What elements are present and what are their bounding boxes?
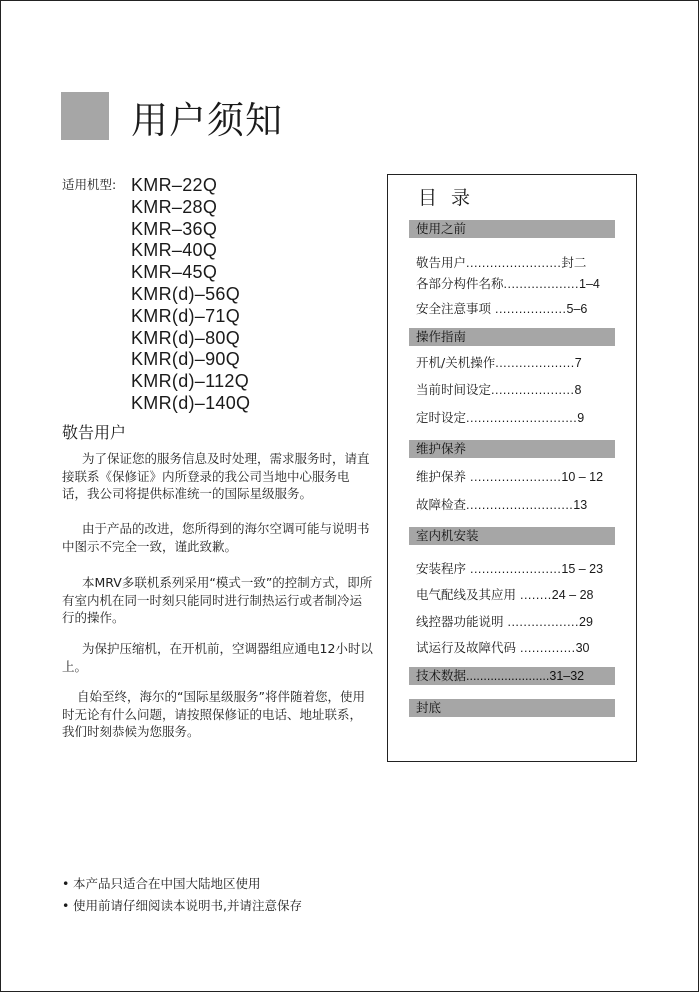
- toc-section-operation: 操作指南: [409, 328, 615, 346]
- toc-title: 目录: [418, 187, 485, 209]
- toc-entry-timer: 定时设定............................9: [416, 410, 585, 425]
- model-list: [131, 175, 250, 415]
- toc-entry-safety: 安全注意事项 ..................5–6: [416, 301, 588, 316]
- toc-entry-trouble: 故障检查...........................13: [416, 497, 588, 512]
- paragraph-service: 为了保证您的服务信息及时处理，需求服务时，请直接联系《保修证》内所登录的我公司当地中心服务电话，我公司将提供标准统一的国际星级服务。: [62, 451, 370, 501]
- toc-entry-install: 安装程序 .......................15 – 23: [416, 561, 604, 576]
- model-item: KMR(d)–56Q: [131, 283, 241, 304]
- paragraph-compressor: 为保护压缩机，在开机前，空调器组应通电12小时以上。: [62, 641, 373, 674]
- model-item: KMR(d)–90Q: [131, 349, 241, 370]
- note-item: • 本产品只适合在中国大陆地区使用: [62, 873, 302, 895]
- toc-section-tech-data: 技术数据........................31–32: [409, 667, 615, 685]
- notice-heading: 敬告用户: [62, 423, 127, 442]
- bottom-notes: [62, 873, 302, 917]
- toc-entry-onoff: 开机/关机操作....................7: [416, 355, 582, 370]
- toc-entry-notice: 敬告用户........................封二: [416, 255, 587, 270]
- toc-entry-testrun: 试运行及故障代码 ..............30: [416, 640, 590, 655]
- toc-entry-wiring: 电气配线及其应用 ........24 – 28: [416, 587, 594, 602]
- toc-section-back-cover: 封底: [409, 699, 615, 717]
- model-item: KMR–28Q: [131, 196, 218, 217]
- model-item: KMR–45Q: [131, 262, 218, 283]
- model-item: KMR(d)–80Q: [131, 327, 241, 348]
- toc-entry-controller: 线控器功能说明 ..................29: [416, 614, 593, 629]
- page-title: 用户须知: [131, 99, 283, 142]
- note-item: • 使用前请仔细阅读本说明书,并请注意保存: [62, 895, 302, 917]
- model-item: KMR–40Q: [131, 240, 218, 261]
- applicable-models-label: 适用机型:: [62, 177, 117, 192]
- model-item: KMR(d)–112Q: [131, 371, 250, 392]
- model-item: KMR(d)–71Q: [131, 305, 241, 326]
- toc-entry-parts: 各部分构件名称...................1–4: [416, 276, 600, 291]
- header-gray-block: [61, 92, 109, 140]
- paragraph-mode-control: 本MRV多联机系列采用“模式一致”的控制方式，即所有室内机在同一时刻只能同时进行制热运行或者制冷运行的操作。: [62, 575, 373, 625]
- toc-entry-clock: 当前时间设定.....................8: [416, 382, 582, 397]
- model-item: KMR(d)–140Q: [131, 392, 251, 413]
- model-item: KMR–22Q: [131, 175, 218, 195]
- table-of-contents: [387, 174, 637, 762]
- toc-section-maintenance: 维护保养: [409, 440, 615, 458]
- paragraph-star-service: 自始至终，海尔的“国际星级服务”将伴随着您，使用时无论有什么问题，请按照保修证的电话、地址联系，我们时刻恭候为您服务。: [62, 689, 365, 739]
- bullet-icon: •: [62, 876, 70, 891]
- toc-entry-maint: 维护保养 .......................10 – 12: [416, 469, 604, 484]
- bullet-icon: •: [62, 898, 70, 913]
- paragraph-improvement: 由于产品的改进，您所得到的海尔空调可能与说明书中图示不完全一致，谨此致歉。: [62, 521, 370, 554]
- toc-section-before-use: 使用之前: [409, 220, 615, 238]
- model-item: KMR–36Q: [131, 218, 218, 239]
- toc-section-indoor-install: 室内机安装: [409, 527, 615, 545]
